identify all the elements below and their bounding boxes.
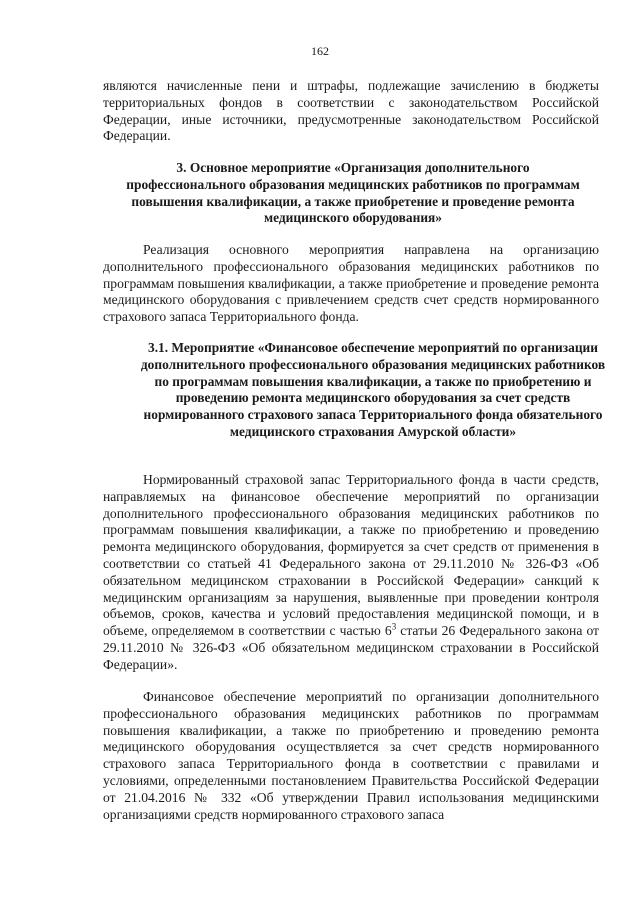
section-3-paragraph: Реализация основного мероприятия направлена на организацию дополнительного профессионального образования медицинских работников по программам повышения квалификации, а также приобретение и проведение ремонта медицинского оборудования с привлечением средств счет средств нормированного страхового запаса Территориального фонда.	[103, 242, 599, 325]
paragraph-1-text: Нормированный страховой запас Территориального фонда в части средств, направляемых на финансовое обеспечение мероприятий по организации дополнительного профессионального образования медицинских работников по программам повышения квалификации, а также по приобретению и проведению ремонта медицинского оборудования, формируется за счет средств от применения в соответствии со статьей 41 Федерального закона от 29.11.2010 № 326-ФЗ «Об обязательном медицинском страховании в Российской Федерации» санкций к медицинским организациям за нарушения, выявленные при проведении контроля объемов, сроков, качества и условий предоставления медицинской помощи, и в объеме, определяемом в соответствии с частью 6	[103, 472, 599, 639]
section-3-1-paragraph-2: Финансовое обеспечение мероприятий по организации дополнительного профессионального образования медицинских работников по программам повышения квалификации, а также по приобретению и проведению ремонта медицинского оборудования осуществляется за счет средств нормированного страхового запаса Территориального фонда в соответствии с правилами и условиями, определенными постановлением Правительства Российской Федерации от 21.04.2016 № 332 «Об утверждении Правил использования медицинскими организациями средств нормированного страхового запаса	[103, 689, 599, 822]
paragraph-1-superscript: 3	[391, 621, 397, 632]
paragraph-1-text-end: статьи 26 Федерального закона от 29.11.2010 № 326-ФЗ «Об обязательном медицинском страховании в Российской Федерации».	[103, 623, 599, 672]
section-3-1-paragraph-1	[103, 472, 599, 674]
section-3-heading: 3. Основное мероприятие «Организация дополнительного профессионального образования медицинских работников по программам повышения квалификации, а также приобретение и проведение ремонта медицинского оборудования»	[126, 160, 580, 226]
section-3-1-heading: 3.1. Мероприятие «Финансовое обеспечение мероприятий по организации дополнительного профессионального образования медицинских работников по программам повышения квалификации, а также по приобретению и проведению ремонта медицинского оборудования за счет средств нормированного страхового запаса Территориального фонда обязательного медицинского страхования Амурской области»	[140, 340, 606, 439]
page-number: 162	[311, 44, 329, 58]
continuation-paragraph: являются начисленные пени и штрафы, подлежащие зачислению в бюджеты территориальных фондов в соответствии с законодательством Российской Федерации, иные источники, предусмотренные законодательством Российской Федерации.	[103, 78, 599, 144]
